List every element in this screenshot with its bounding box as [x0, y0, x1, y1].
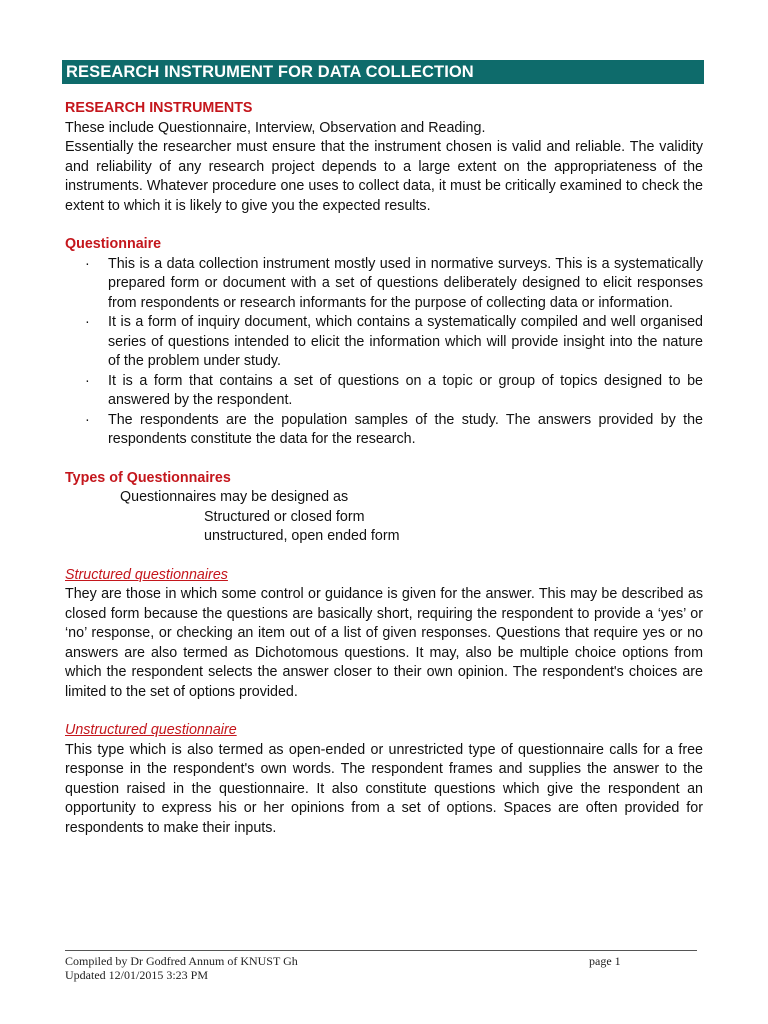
section-heading-research-instruments: RESEARCH INSTRUMENTS	[65, 100, 253, 116]
footer-divider	[65, 950, 697, 951]
footer-page-number: page 1	[589, 954, 621, 968]
types-intro: Questionnaires may be designed as	[120, 489, 349, 505]
footer-updated: Updated 12/01/2015 3:23 PM	[65, 968, 208, 982]
page-title-banner: RESEARCH INSTRUMENT FOR DATA COLLECTION	[62, 60, 704, 84]
footer-compiled-by: Compiled by Dr Godfred Annum of KNUST Gh	[65, 954, 298, 968]
unstructured-paragraph: This type which is also termed as open-ended or unrestricted type of questionnaire calls for a free response in the respondent's own words. The respondent frames and supplies the answer to the question raised in the questionnaire. It also constitute questions which give the respondent an opportunity to express his or her opinions from a set of options. Spaces are often provided for respondents to make their inputs.	[65, 741, 703, 836]
bullet-icon: ·	[85, 372, 90, 389]
list-item: · It is a form that contains a set of questions on a topic or group of topics designed to be answered by the respondent.	[85, 372, 703, 408]
section-heading-questionnaire: Questionnaire	[65, 236, 162, 252]
list-item: · This is a data collection instrument mostly used in normative surveys. This is a systematically prepared form or document with a set of questions deliberately designed to elicit responses from respondents or research informants for the purpose of collecting data or information.	[85, 255, 703, 311]
bullet-icon: ·	[85, 411, 90, 428]
subheading-structured: Structured questionnaires	[65, 566, 228, 583]
structured-paragraph: They are those in which some control or guidance is given for the answer. This may be described as closed form because the questions are basically short, requiring the respondent to provide a ‘yes’ or ‘no’ response, or checking an item out of a list of given responses. Questions that require yes or no answers are also termed as Dichotomous questions. It may, also be multiple choice options from which the respondent selects the answer closer to their own opinion. The respondent's choices are limited to the set of options provided.	[65, 586, 703, 700]
intro-line: These include Questionnaire, Interview, Observation and Reading.	[65, 119, 486, 136]
intro-paragraph: Essentially the researcher must ensure that the instrument chosen is valid and reliable. The validity and reliability of any research project depends to a large extent on the appropriateness of the instruments. Whatever procedure one uses to collect data, it must be critically examined to check the extent to which it is likely to give you the expected results.	[65, 139, 703, 214]
bullet-icon: ·	[85, 255, 90, 272]
page-footer	[65, 954, 697, 982]
list-item: · The respondents are the population samples of the study. The answers provided by the respondents constitute the data for the research.	[85, 411, 703, 447]
document-body	[65, 99, 703, 838]
types-item-structured: Structured or closed form	[204, 508, 365, 525]
list-item: · It is a form of inquiry document, which contains a systematically compiled and well organised series of questions intended to elicit the information which will provide insight into the nature of the problem under study.	[85, 314, 703, 369]
questionnaire-bullet-list	[65, 255, 703, 450]
types-item-unstructured: unstructured, open ended form	[204, 528, 400, 544]
bullet-icon: ·	[85, 314, 90, 330]
subheading-unstructured: Unstructured questionnaire	[65, 722, 237, 738]
section-heading-types: Types of Questionnaires	[65, 469, 231, 486]
